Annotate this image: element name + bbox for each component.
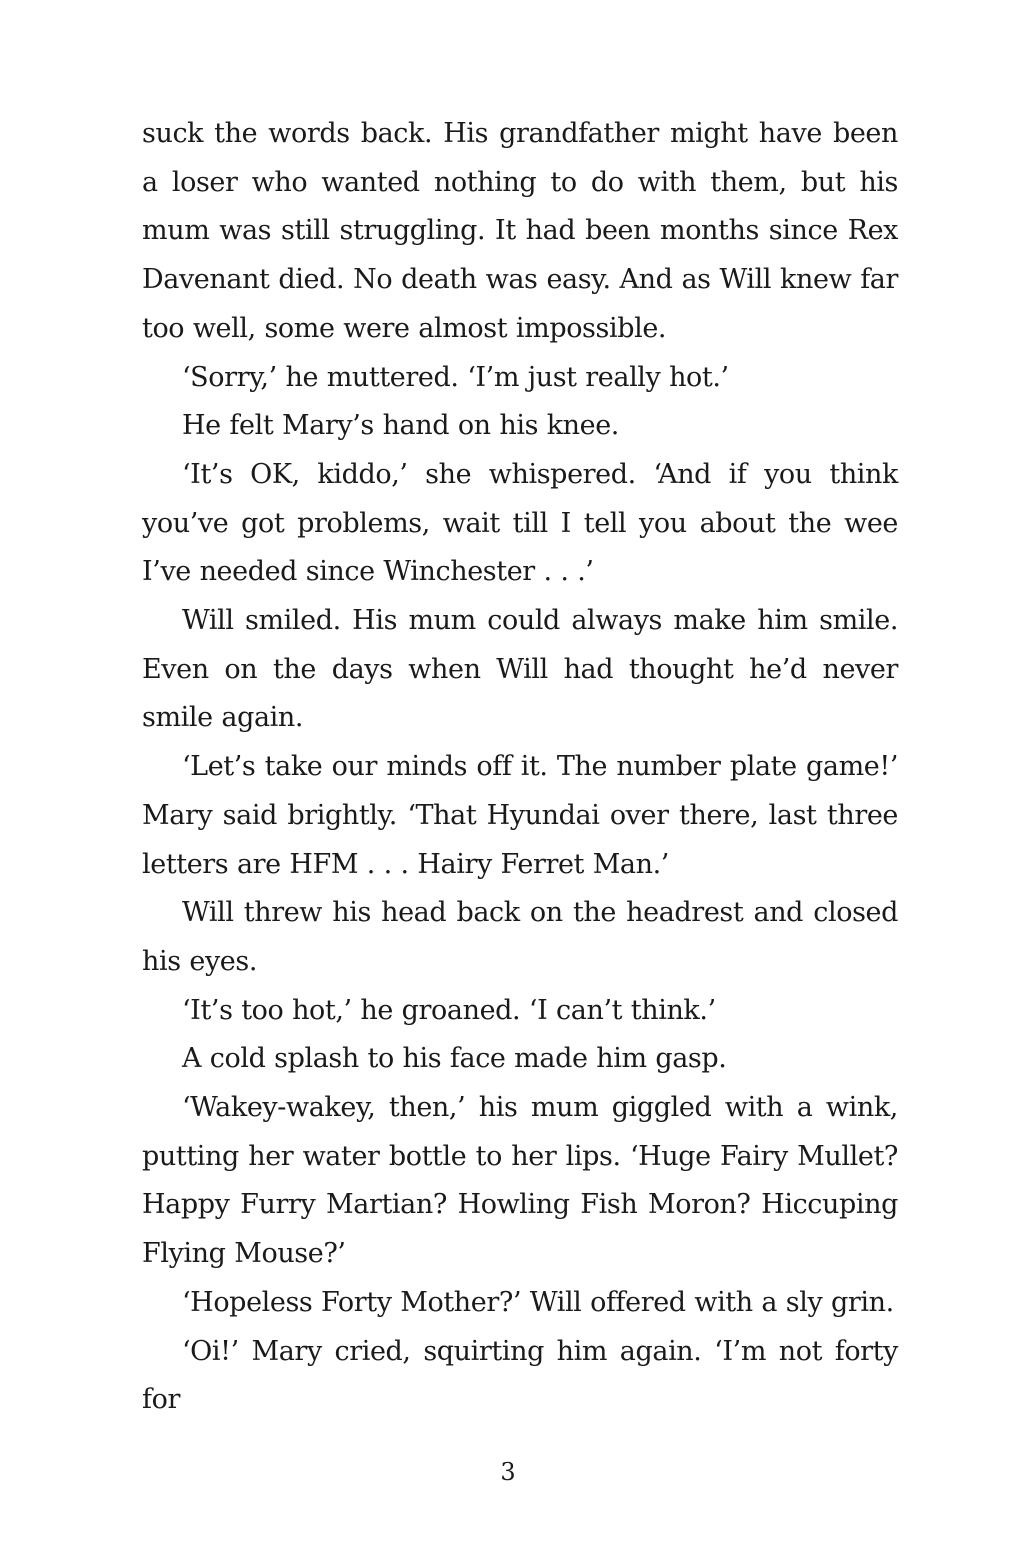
paragraph-4: ‘It’s OK, kiddo,’ she whispered. ‘And if you think you’ve got problems, wait till I tell you about the wee I’ve needed since Winchester . . .’ bbox=[142, 458, 898, 588]
paragraph-1: suck the words back. His grandfather might have been a loser who wanted nothing to do with them, but his mum was still struggling. It had been months since Rex Davenant died. No death was easy. And as Will knew far too well, some were almost impossible. bbox=[142, 118, 898, 344]
paragraph-6: ‘Let’s take our minds off it. The number plate game!’ Mary said brightly. ‘That Hyundai over there, last three letters are HFM . . . Hairy Ferret Man.’ bbox=[142, 751, 898, 880]
paragraph-9: A cold splash to his face made him gasp. bbox=[182, 1043, 727, 1075]
paragraph-3: He felt Mary’s hand on his knee. bbox=[182, 410, 619, 442]
page-body-text bbox=[142, 110, 898, 1425]
paragraph-2: ‘Sorry,’ he muttered. ‘I’m just really hot.’ bbox=[182, 361, 729, 393]
paragraph-12: ‘Oi!’ Mary cried, squirting him again. ‘I’m not forty for bbox=[142, 1335, 898, 1416]
page-number: 3 bbox=[500, 1458, 516, 1486]
paragraph-8: ‘It’s too hot,’ he groaned. ‘I can’t think.’ bbox=[182, 994, 716, 1026]
paragraph-10: ‘Wakey-wakey, then,’ his mum giggled with a wink, putting her water bottle to her lips. ‘Huge Fairy Mullet? Happy Furry Martian? Howling Fish Moron? Hiccuping Flying Mouse?’ bbox=[142, 1092, 898, 1270]
paragraph-5: Will smiled. His mum could always make him smile. Even on the days when Will had thought he’d never smile again. bbox=[142, 605, 898, 734]
paragraph-11: ‘Hopeless Forty Mother?’ Will offered with a sly grin. bbox=[182, 1286, 894, 1318]
paragraph-7: Will threw his head back on the headrest and closed his eyes. bbox=[142, 897, 898, 977]
